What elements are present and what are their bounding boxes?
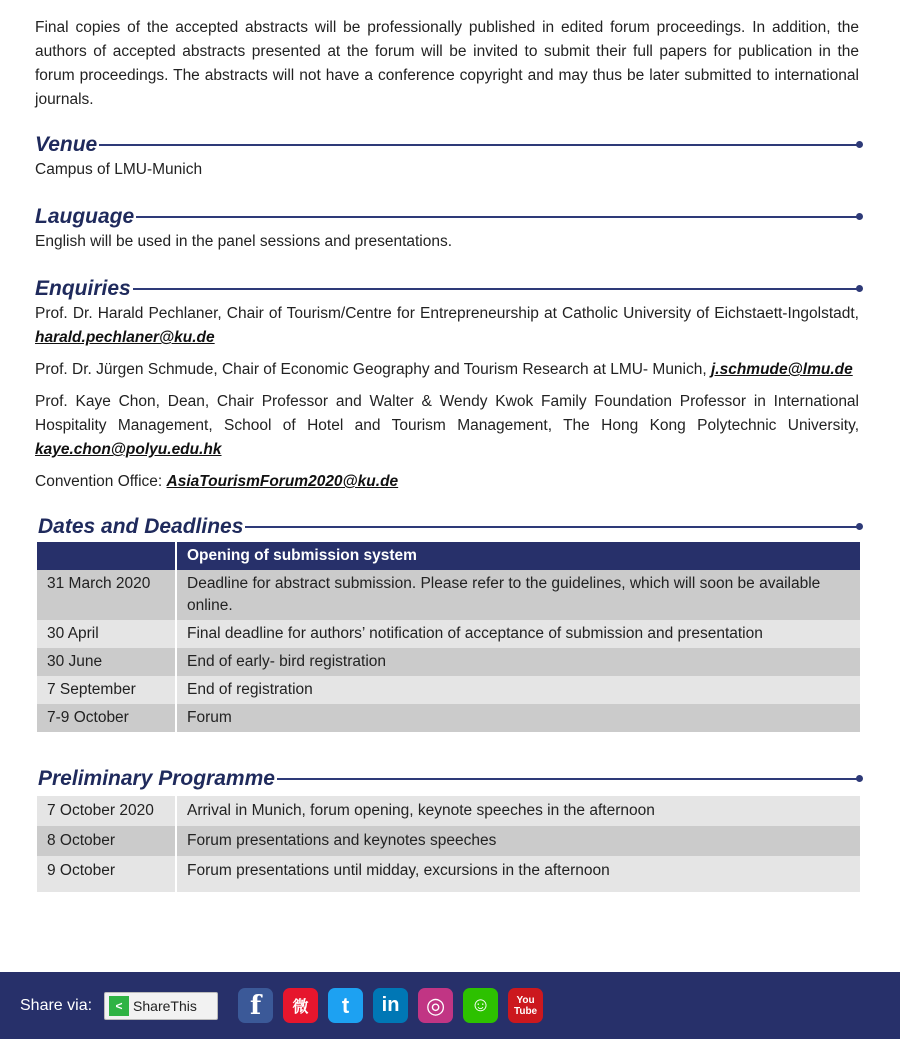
language-title: Lauguage <box>35 205 135 228</box>
wechat-glyph: ☺ <box>470 994 491 1016</box>
table-row <box>37 856 860 892</box>
date-cell: 7 October 2020 <box>37 796 176 826</box>
desc-cell: Deadline for abstract submission. Please refer to the guidelines, which will soon be available online. <box>176 570 860 620</box>
facebook-glyph: f <box>249 990 262 1021</box>
venue-title: Venue <box>35 133 98 156</box>
desc-cell: End of early- bird registration <box>176 648 860 676</box>
youtube-glyph: You Tube <box>513 994 538 1017</box>
table-row <box>37 796 860 826</box>
email-link[interactable]: j.schmude@lmu.de <box>710 361 853 378</box>
enquiries-heading <box>35 276 859 302</box>
desc-cell: Forum presentations and keynotes speeches <box>176 826 860 856</box>
language-text: English will be used in the panel sessions and presentations. <box>35 233 453 250</box>
contact-text: Prof. Dr. Harald Pechlaner, Chair of Tourism/Centre for Entrepreneurship at Catholic University of Eichstaett-Ingolstadt, <box>35 305 859 322</box>
contact-schmude <box>35 358 859 382</box>
desc-cell: Arrival in Munich, forum opening, keynote speeches in the afternoon <box>176 796 860 826</box>
date-cell: 31 March 2020 <box>37 570 176 620</box>
share-label: Share via: <box>20 996 93 1014</box>
instagram-glyph: ◎ <box>425 992 446 1018</box>
contact-text: Prof. Kaye Chon, Dean, Chair Professor and Walter & Wendy Kwok Family Foundation Professor in International Hospitality Management, School of Hotel and Tourism Management, The Hong Kong Polytechnic University, <box>35 393 859 434</box>
email-link[interactable]: harald.pechlaner@ku.de <box>35 329 215 346</box>
youtube-icon[interactable] <box>508 988 543 1023</box>
table-row <box>37 676 860 704</box>
dates-heading <box>38 514 859 540</box>
share-footer <box>0 972 900 1039</box>
desc-cell: Forum presentations until midday, excursions in the afternoon <box>176 856 860 892</box>
email-link[interactable]: kaye.chon@polyu.edu.hk <box>35 441 222 458</box>
venue-text: Campus of LMU-Munich <box>35 161 203 178</box>
contact-text: Convention Office: <box>35 473 167 490</box>
desc-cell: End of registration <box>176 676 860 704</box>
page-content <box>35 16 859 892</box>
sharethis-label: ShareThis <box>133 997 197 1014</box>
table-header-row <box>37 542 860 570</box>
date-cell: 30 April <box>37 620 176 648</box>
twitter-icon[interactable] <box>328 988 363 1023</box>
venue-heading <box>35 132 859 158</box>
contact-pechlaner <box>35 302 859 350</box>
dates-title: Dates and Deadlines <box>38 515 244 538</box>
instagram-icon[interactable] <box>418 988 453 1023</box>
dates-table <box>37 542 860 732</box>
programme-title: Preliminary Programme <box>38 767 275 790</box>
header-date-cell <box>37 542 176 570</box>
desc-cell: Final deadline for authors’ notification of acceptance of submission and presentation <box>176 620 860 648</box>
desc-cell: Forum <box>176 704 860 732</box>
linkedin-icon[interactable] <box>373 988 408 1023</box>
contact-chon <box>35 390 859 462</box>
contact-convention-office <box>35 470 859 494</box>
date-cell: 9 October <box>37 856 176 892</box>
venue-rule <box>99 144 859 146</box>
sharethis-button[interactable] <box>104 992 218 1020</box>
date-cell: 8 October <box>37 826 176 856</box>
date-cell: 7 September <box>37 676 176 704</box>
enquiries-rule <box>133 288 859 290</box>
wechat-icon[interactable] <box>463 988 498 1023</box>
weibo-glyph: 微 <box>292 999 309 1016</box>
date-cell: 7-9 October <box>37 704 176 732</box>
weibo-icon[interactable] <box>283 988 318 1023</box>
facebook-icon[interactable] <box>238 988 273 1023</box>
dates-rule <box>245 526 859 528</box>
email-link[interactable]: AsiaTourismForum2020@ku.de <box>166 473 399 490</box>
programme-rule <box>277 778 859 780</box>
table-row <box>37 826 860 856</box>
language-rule <box>136 216 859 218</box>
table-row <box>37 648 860 676</box>
share-icon: < <box>109 996 129 1016</box>
linkedin-glyph: in <box>381 994 400 1016</box>
date-cell: 30 June <box>37 648 176 676</box>
contact-text: Prof. Dr. Jürgen Schmude, Chair of Economic Geography and Tourism Research at LMU- Munich, <box>35 361 711 378</box>
programme-heading <box>38 766 859 792</box>
enquiries-title: Enquiries <box>35 277 131 300</box>
intro-paragraph: Final copies of the accepted abstracts will be professionally published in edited forum proceedings. In addition, the authors of accepted abstracts presented at the forum will be invited to submit their full papers for publication in the forum proceedings. The abstracts will not have a conference copyright and may thus be later submitted to international journals. <box>35 19 859 108</box>
table-row <box>37 620 860 648</box>
twitter-glyph: t <box>341 992 350 1018</box>
programme-table <box>37 796 860 892</box>
header-desc-cell: Opening of submission system <box>176 542 860 570</box>
language-heading <box>35 204 859 230</box>
table-row <box>37 704 860 732</box>
table-row <box>37 570 860 620</box>
